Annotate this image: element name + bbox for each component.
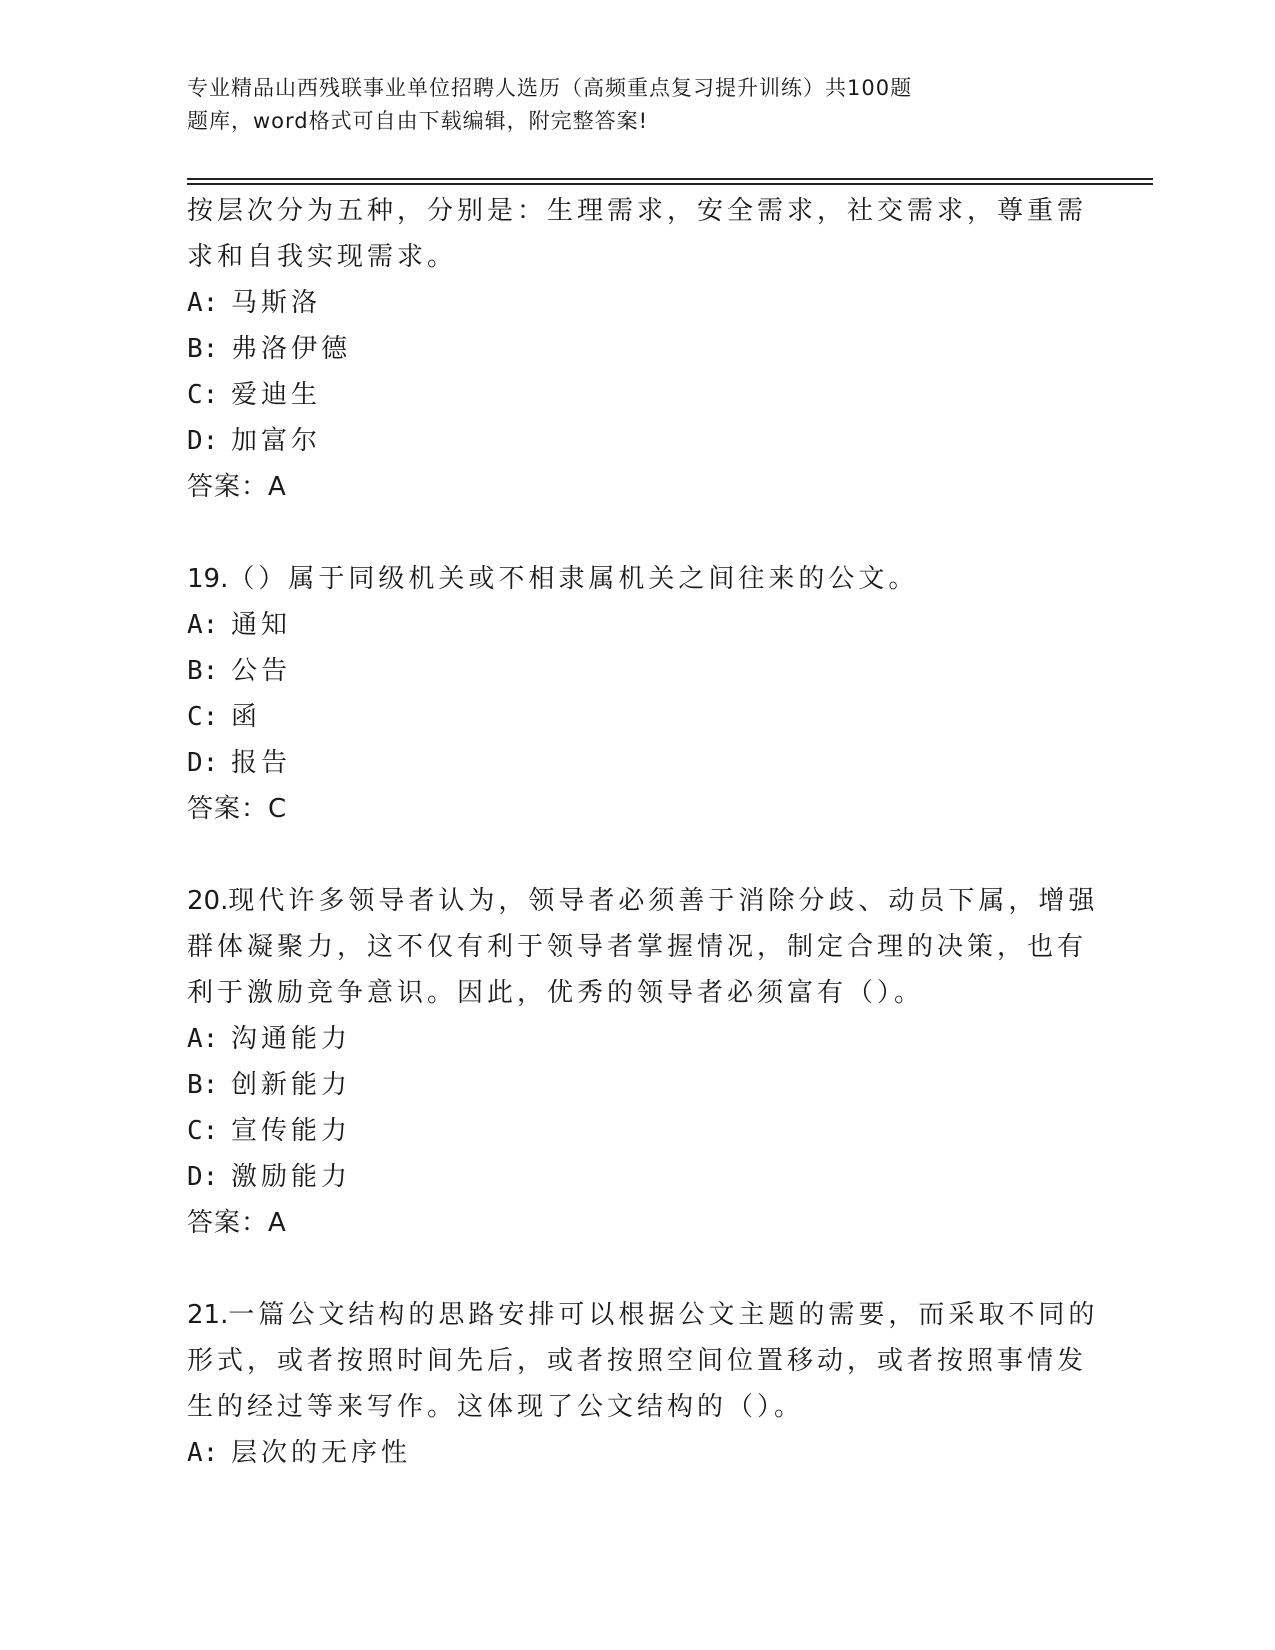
answer-line: [187, 1200, 1087, 1246]
option-d: [187, 740, 1087, 786]
option-text: 爱迪生: [231, 380, 322, 410]
option-b: [187, 648, 1087, 694]
document-body: [187, 188, 1099, 1476]
header-title-line-2: 题库，word格式可自由下载编辑，附完整答案!: [187, 109, 649, 133]
answer-value: C: [268, 794, 287, 824]
option-text: 马斯洛: [231, 288, 322, 318]
question-19: [187, 556, 1087, 832]
header-rule-bottom: [187, 183, 1153, 185]
option-text: 函: [231, 702, 262, 732]
option-text: 加富尔: [231, 426, 322, 456]
option-key: D:: [187, 748, 219, 778]
question-stem-line: 生的经过等来写作。这体现了公文结构的（）。: [187, 1392, 805, 1422]
question-stem-line: 按层次分为五种，分别是：生理需求，安全需求，社交需求，尊重需: [187, 196, 1088, 226]
option-text: 报告: [231, 748, 292, 778]
question-stem-line: 利于激励竞争意识。因此，优秀的领导者必须富有（）。: [187, 978, 925, 1008]
question-stem-line: [187, 1292, 1099, 1338]
question-stem-text: 一篇公文结构的思路安排可以根据公文主题的需要，而采取不同的: [228, 1300, 1099, 1330]
option-text: 宣传能力: [231, 1116, 352, 1146]
option-text: 公告: [231, 656, 292, 686]
question-number: 21.: [187, 1300, 229, 1330]
option-c: [187, 694, 1087, 740]
option-key: C:: [187, 702, 219, 732]
option-key: A:: [187, 610, 219, 640]
option-a: [187, 602, 1087, 648]
answer-value: A: [268, 1208, 286, 1238]
option-key: D:: [187, 1162, 219, 1192]
option-text: 通知: [231, 610, 292, 640]
option-text: 激励能力: [231, 1162, 352, 1192]
question-stem-line: 求和自我实现需求。: [187, 242, 458, 272]
option-key: B:: [187, 656, 219, 686]
question-stem-text: （）属于同级机关或不相隶属机关之间往来的公文。: [228, 564, 919, 594]
question-stem-line: 群体凝聚力，这不仅有利于领导者掌握情况，制定合理的决策，也有: [187, 932, 1088, 962]
option-text: 创新能力: [231, 1070, 352, 1100]
option-b: [187, 1062, 1087, 1108]
answer-line: [187, 464, 1087, 510]
answer-value: A: [268, 472, 286, 502]
option-key: D:: [187, 426, 219, 456]
option-key: A:: [187, 1438, 219, 1468]
option-d: [187, 1154, 1087, 1200]
option-key: B:: [187, 1070, 219, 1100]
option-b: [187, 326, 1087, 372]
option-text: 沟通能力: [231, 1024, 352, 1054]
option-a: [187, 1430, 1087, 1476]
option-text: 弗洛伊德: [231, 334, 352, 364]
question-stem-text: 现代许多领导者认为，领导者必须善于消除分歧、动员下属，增强: [228, 886, 1099, 916]
question-18: [187, 188, 1087, 510]
question-stem-line: 形式，或者按照时间先后，或者按照空间位置移动，或者按照事情发: [187, 1346, 1088, 1376]
option-key: B:: [187, 334, 219, 364]
question-number: 20.: [187, 886, 229, 916]
option-d: [187, 418, 1087, 464]
document-header: [187, 72, 1057, 138]
question-stem-line: [187, 556, 1087, 602]
option-a: [187, 280, 1087, 326]
option-text: 层次的无序性: [231, 1438, 412, 1468]
header-title-line-1: 专业精品山西残联事业单位招聘人选历（高频重点复习提升训练）共100题: [187, 76, 913, 100]
header-rule-top: [187, 178, 1153, 180]
answer-line: [187, 786, 1087, 832]
option-key: C:: [187, 1116, 219, 1146]
option-c: [187, 372, 1087, 418]
answer-label: 答案：: [187, 472, 269, 502]
option-key: C:: [187, 380, 219, 410]
question-stem-line: [187, 878, 1099, 924]
answer-label: 答案：: [187, 794, 269, 824]
question-number: 19.: [187, 564, 229, 594]
question-21: [187, 1292, 1099, 1476]
option-c: [187, 1108, 1087, 1154]
answer-label: 答案：: [187, 1208, 269, 1238]
option-key: A:: [187, 1024, 219, 1054]
question-20: [187, 878, 1099, 1246]
option-key: A:: [187, 288, 219, 318]
option-a: [187, 1016, 1087, 1062]
